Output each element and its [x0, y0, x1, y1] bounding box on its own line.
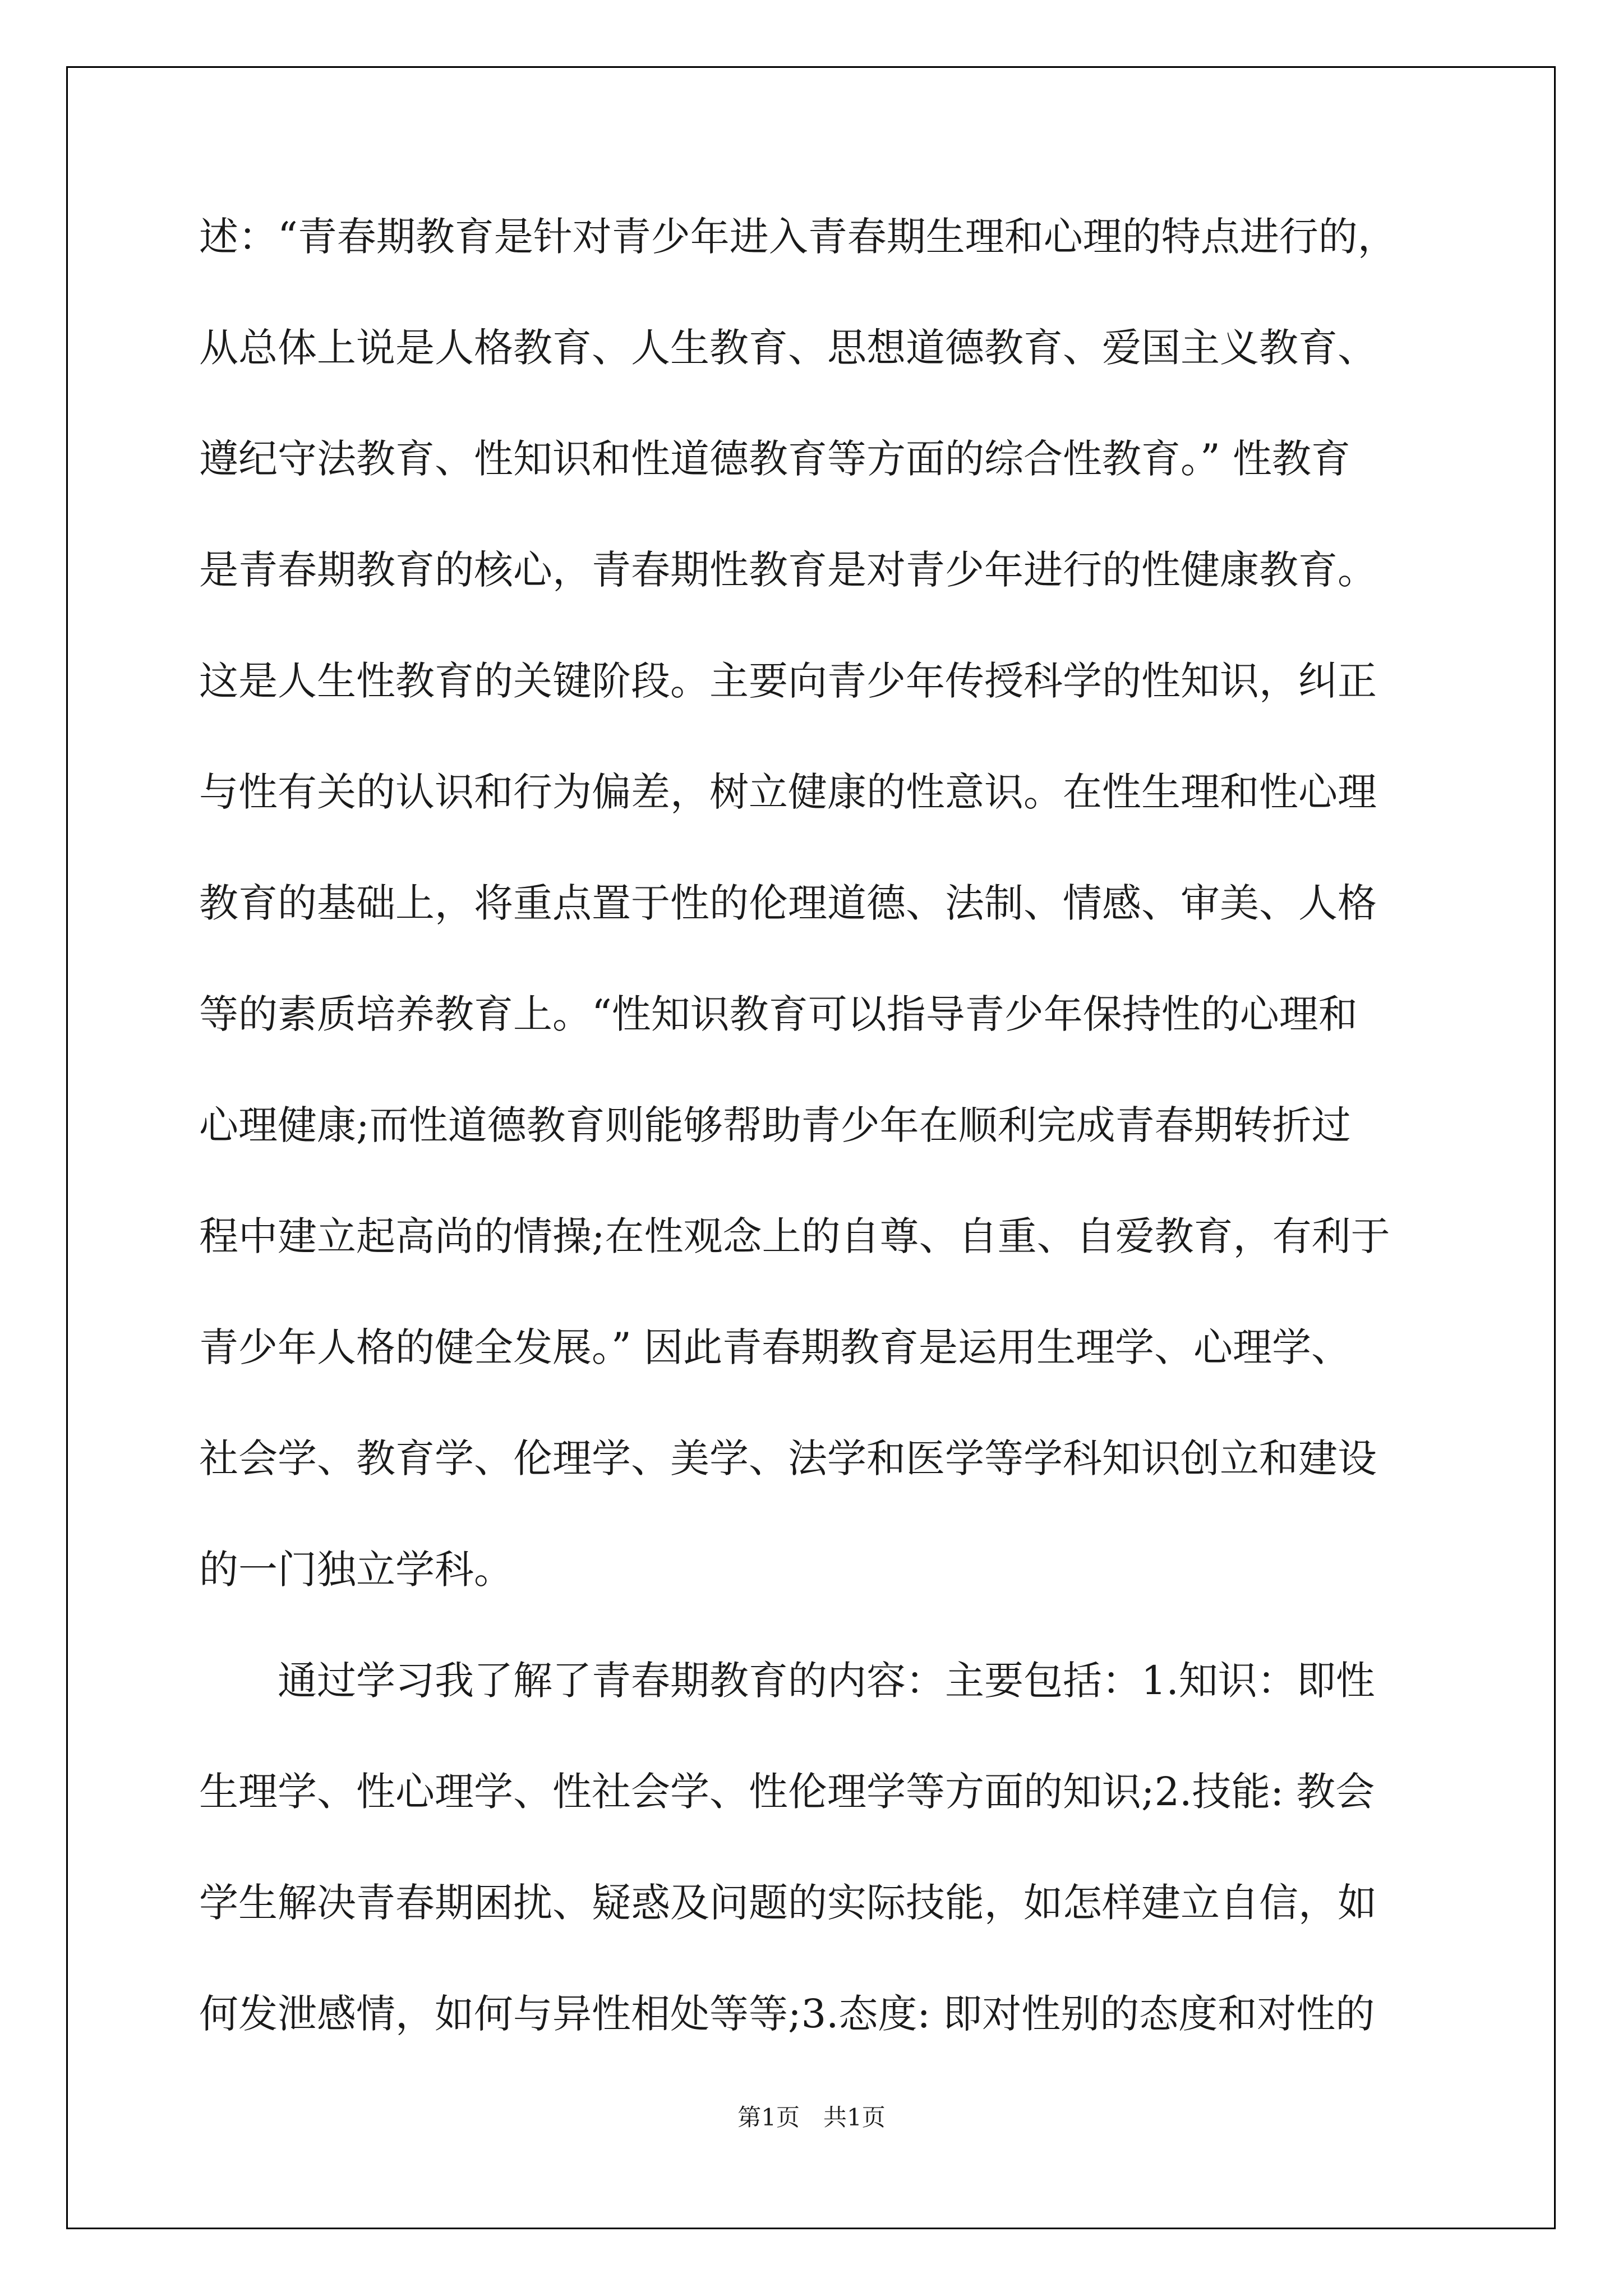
- text-line: 述：“青春期教育是针对青少年进入青春期生理和心理的特点进行的，: [199, 214, 1397, 260]
- text-line: 的一门独立学科。: [199, 1547, 513, 1593]
- text-line: 这是人生性教育的关键阶段。主要向青少年传授科学的性知识，纠正: [199, 658, 1377, 704]
- text-line: 青少年人格的健全发展。” 因此青春期教育是运用生理学、心理学、: [199, 1324, 1351, 1370]
- page-footer: 第1页 共1页: [737, 2104, 886, 2131]
- text-line: 等的素质培养教育上。“性知识教育可以指导青少年保持性的心理和: [199, 991, 1358, 1037]
- text-line: 与性有关的认识和行为偏差，树立健康的性意识。在性生理和性心理: [199, 769, 1377, 815]
- text-line: 社会学、教育学、伦理学、美学、法学和医学等学科知识创立和建设: [199, 1435, 1377, 1481]
- text-line: 是青春期教育的核心，青春期性教育是对青少年进行的性健康教育。: [199, 547, 1377, 593]
- text-line: 从总体上说是人格教育、人生教育、思想道德教育、爱国主义教育、: [199, 325, 1377, 371]
- text-line: 遵纪守法教育、性知识和性道德教育等方面的综合性教育。” 性教育: [199, 436, 1351, 482]
- text-line: 程中建立起高尚的情操;在性观念上的自尊、自重、自爱教育，有利于: [199, 1213, 1390, 1259]
- text-line: 生理学、性心理学、性社会学、性伦理学等方面的知识;2.技能: 教会: [199, 1769, 1375, 1815]
- text-line: 何发泄感情，如何与异性相处等等;3.态度: 即对性别的态度和对性的: [199, 1991, 1375, 2037]
- text-line: 心理健康;而性道德教育则能够帮助青少年在顺利完成青春期转折过: [199, 1102, 1351, 1148]
- text-line: 通过学习我了解了青春期教育的内容：主要包括：1.知识：即性: [199, 1658, 1375, 1704]
- text-line: 教育的基础上，将重点置于性的伦理道德、法制、情感、审美、人格: [199, 880, 1377, 926]
- text-line: 学生解决青春期困扰、疑惑及问题的实际技能，如怎样建立自信，如: [199, 1880, 1377, 1926]
